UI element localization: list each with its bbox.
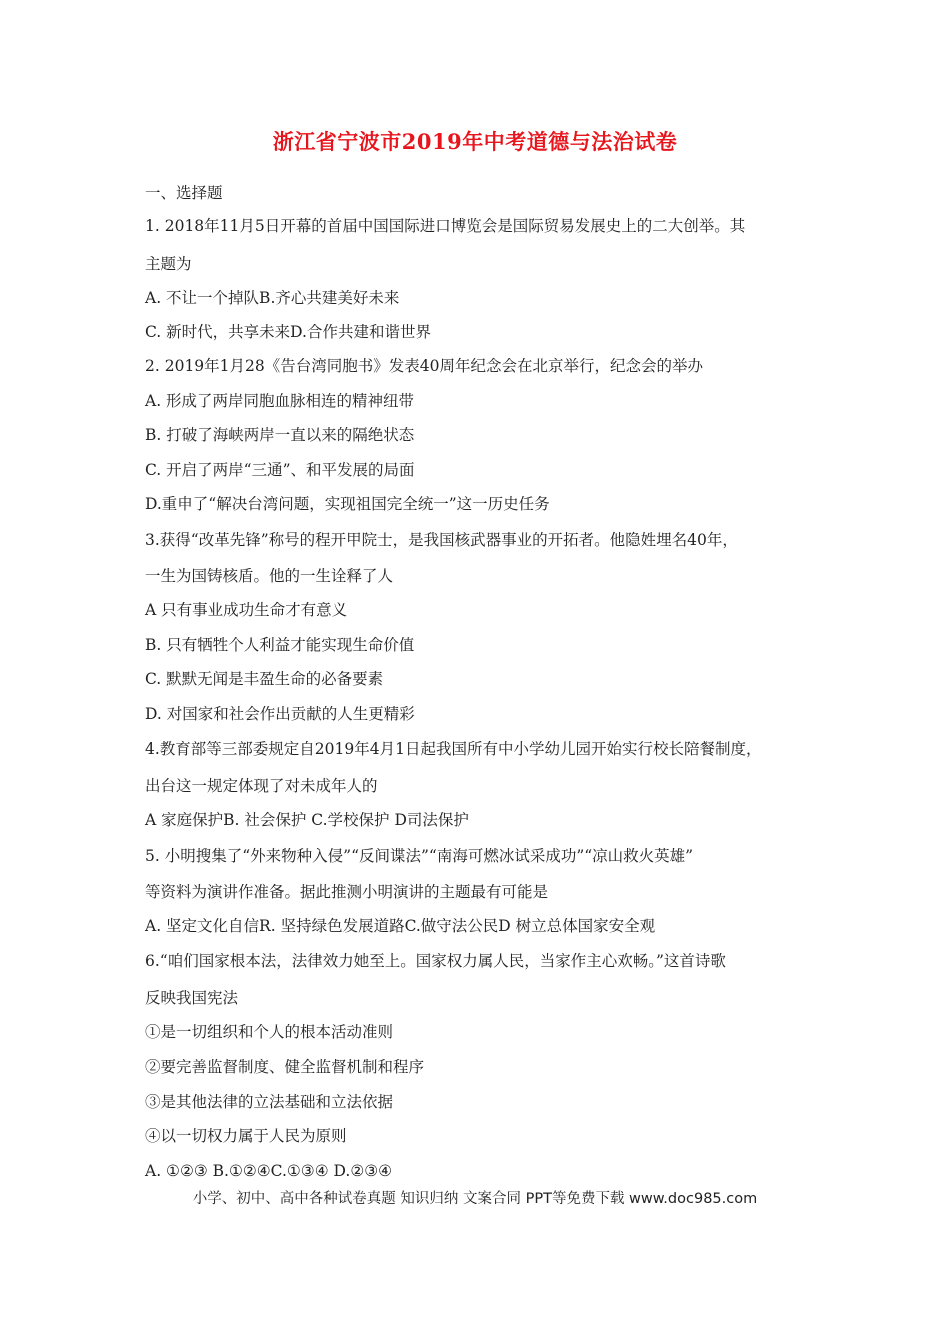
question-1-line-1: 1. 2018年11月5日开幕的首届中国国际进口博览会是国际贸易发展史上的二大创举。其 — [145, 217, 746, 235]
question-3-line-1: 3.获得“改革先锋”称号的程开甲院士，是我国核武器事业的开拓者。他隐姓埋名40年， — [145, 531, 738, 549]
question-1-options-ab: A. 不让一个掉队B.齐心共建美好未来 — [145, 289, 400, 307]
question-4-line-2: 出台这一规定体现了对未成年人的 — [145, 777, 378, 795]
section-heading: 一、选择题 — [145, 184, 223, 202]
question-6-statement-3: ③是其他法律的立法基础和立法依据 — [145, 1093, 394, 1111]
question-2-option-b: B. 打破了海峡两岸一直以来的隔绝状态 — [145, 426, 415, 444]
page-title: 浙江省宁波市2019年中考道德与法治试卷 — [272, 129, 678, 154]
question-5-options: A. 坚定文化自信R. 坚持绿色发展道路C.做守法公民D 树立总体国家安全观 — [145, 917, 656, 935]
question-4-options: A 家庭保护B. 社会保护 C.学校保护 D司法保护 — [145, 811, 469, 829]
question-5-line-1: 5. 小明搜集了“外来物种入侵”“反间谍法”“南海可燃冰试采成功”“凉山救火英雄” — [145, 847, 694, 865]
question-1-line-2: 主题为 — [145, 255, 192, 273]
question-6-line-1: 6.“咱们国家根本法，法律效力她至上。国家权力属人民，当家作主心欢畅。”这首诗歌 — [145, 952, 726, 970]
question-2-option-d: D.重申了“解决台湾问题，实现祖国完全统一”这一历史任务 — [145, 495, 550, 513]
question-6-statement-4: ④以一切权力属于人民为原则 — [145, 1127, 347, 1145]
question-5-line-2: 等资料为演讲作准备。据此推测小明演讲的主题最有可能是 — [145, 883, 549, 901]
question-6-options: A. ①②③ B.①②④C.①③④ D.②③④ — [145, 1162, 393, 1180]
question-1-options-cd: C. 新时代，共享未来D.合作共建和谐世界 — [145, 323, 431, 341]
question-4-line-1: 4.教育部等三部委规定自2019年4月1日起我国所有中小学幼儿园开始实行校长陪餐制度， — [145, 740, 762, 758]
question-3-option-c: C. 默默无闻是丰盈生命的必备要素 — [145, 670, 384, 688]
question-3-option-a: A 只有事业成功生命才有意义 — [145, 601, 348, 619]
question-3-option-b: B. 只有牺牲个人利益才能实现生命价值 — [145, 636, 415, 654]
page-footer: 小学、初中、高中各种试卷真题 知识归纳 文案合同 PPT等免费下载 www.doc985.com — [192, 1191, 758, 1207]
question-3-line-2: 一生为国铸核盾。他的一生诠释了人 — [145, 567, 394, 585]
question-6-statement-2: ②要完善监督制度、健全监督机制和程序 — [145, 1058, 425, 1076]
question-6-line-2: 反映我国宪法 — [145, 989, 239, 1007]
question-2-option-c: C. 开启了两岸“三通”、和平发展的局面 — [145, 461, 415, 479]
question-6-statement-1: ①是一切组织和个人的根本活动准则 — [145, 1023, 394, 1041]
question-3-option-d: D. 对国家和社会作出贡献的人生更精彩 — [145, 705, 415, 723]
question-2-option-a: A. 形成了两岸同胞血脉相连的精神纽带 — [145, 392, 415, 410]
question-2-stem: 2. 2019年1月28《告台湾同胞书》发表40周年纪念会在北京举行，纪念会的举办 — [145, 357, 703, 375]
